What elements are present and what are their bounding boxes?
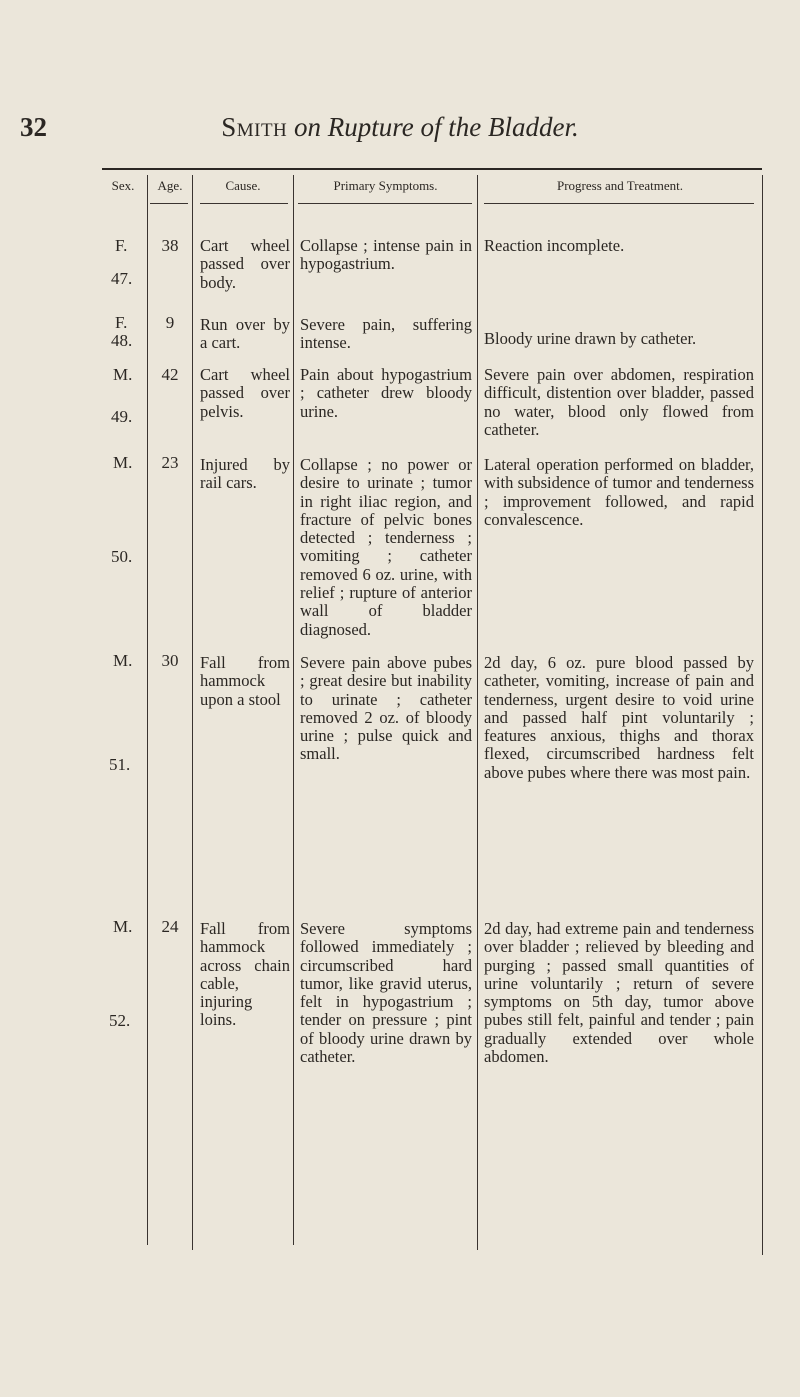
table-row-case-number: 47. — [111, 269, 133, 288]
column-divider — [762, 175, 763, 1255]
table-row-cause: Injured by rail cars. — [200, 455, 290, 493]
table-row-cause: Cart wheel passed over body. — [200, 236, 290, 292]
page-number: 32 — [20, 112, 47, 142]
table-row-case-number: 52. — [109, 1011, 131, 1030]
table-row-progress: Bloody urine drawn by catheter. — [484, 329, 697, 348]
running-head-title: on Rupture of the Bladder. — [294, 112, 579, 142]
table-row-case-number: 51. — [109, 755, 131, 774]
table-row-sex: M. — [113, 651, 133, 670]
table-row-cause: Cart wheel passed over pelvis. — [200, 365, 290, 421]
table-row-sex: M. — [113, 453, 133, 472]
table-row-sex: F. — [115, 313, 128, 332]
table-row-progress: 2d day, had extreme pain and tenderness over bladder ; relieved by bleeding and purging ; passed small quantities of urine voluntarily ; return of severe symptoms on 5th day, tumor above pubes still felt, painful and tender ; pain gradually extended over whole abdomen. — [484, 919, 754, 1067]
table-row-progress: Severe pain over abdomen, respiration difficult, distention over bladder, passed no water, blood only flowed from catheter. — [484, 365, 754, 439]
table-row-symptoms: Severe symptoms followed immediately ; circumscribed hard tumor, like gravid uterus, felt in hypogastrium ; tender on pressure ; pint of bloody urine drawn by catheter. — [300, 919, 472, 1067]
header-cause: Cause. — [225, 178, 261, 193]
table-row-age: 9 — [165, 313, 175, 332]
table-row-age: 30 — [161, 651, 179, 670]
running-head — [0, 112, 800, 143]
table-row-case-number: 48. — [111, 331, 133, 350]
table-row-age: 38 — [161, 236, 179, 255]
table-row-progress: Lateral operation performed on bladder, with subsidence of tumor and tenderness ; improvement followed, and rapid convalescence. — [484, 455, 754, 529]
table-row-sex: M. — [113, 917, 133, 936]
table-row-age: 42 — [161, 365, 179, 384]
column-divider — [477, 175, 478, 1250]
table-row-cause: Run over by a cart. — [200, 315, 290, 353]
header-progress: Progress and Treatment. — [556, 178, 684, 193]
header-age: Age. — [157, 178, 183, 193]
table-row-progress: 2d day, 6 oz. pure blood passed by catheter, vomiting, increase of pain and tenderness, urgent desire to void urine and passed half pint voluntarily ; features anxious, thighs and thorax flexed, circumscribed hardness felt above pubes where there was most pain. — [484, 653, 754, 782]
table-row-age: 23 — [161, 453, 179, 472]
table-row-cause: Fall from hammock across chain cable, injuring loins. — [200, 919, 290, 1030]
running-head-author: Smith — [221, 112, 288, 142]
header-rule — [150, 203, 188, 204]
header-rule — [200, 203, 288, 204]
header-sex: Sex. — [111, 178, 135, 193]
table-row-symptoms: Pain about hypogastrium ; catheter drew bloody urine. — [300, 365, 472, 421]
table-row-cause: Fall from hammock upon a stool — [200, 653, 290, 709]
column-divider — [293, 175, 294, 1245]
column-divider — [147, 175, 148, 1245]
table-row-symptoms: Severe pain, suffering intense. — [300, 315, 472, 353]
table-row-symptoms: Collapse ; no power or desire to urinate ; tumor in right iliac region, and fracture of pelvic bones detected ; tenderness ; vomiting ; catheter removed 6 oz. urine, with relief ; rupture of anterior wall of bladder diagnosed. — [300, 455, 472, 639]
table-row-symptoms: Collapse ; intense pain in hypogastrium. — [300, 236, 472, 274]
table-row-case-number: 49. — [111, 407, 133, 426]
table-row-progress: Reaction incomplete. — [484, 236, 625, 255]
column-divider — [192, 175, 193, 1250]
table-row-symptoms: Severe pain above pubes ; great desire but inability to urinate ; catheter removed 2 oz. of bloody urine ; pulse quick and small. — [300, 653, 472, 764]
table-row-sex: F. — [115, 236, 128, 255]
header-primary-symptoms: Primary Symptoms. — [333, 178, 438, 193]
header-rule — [484, 203, 754, 204]
table-top-rule — [102, 168, 762, 170]
table-row-case-number: 50. — [111, 547, 133, 566]
table-row-sex: M. — [113, 365, 133, 384]
table-row-age: 24 — [161, 917, 179, 936]
header-rule — [298, 203, 472, 204]
